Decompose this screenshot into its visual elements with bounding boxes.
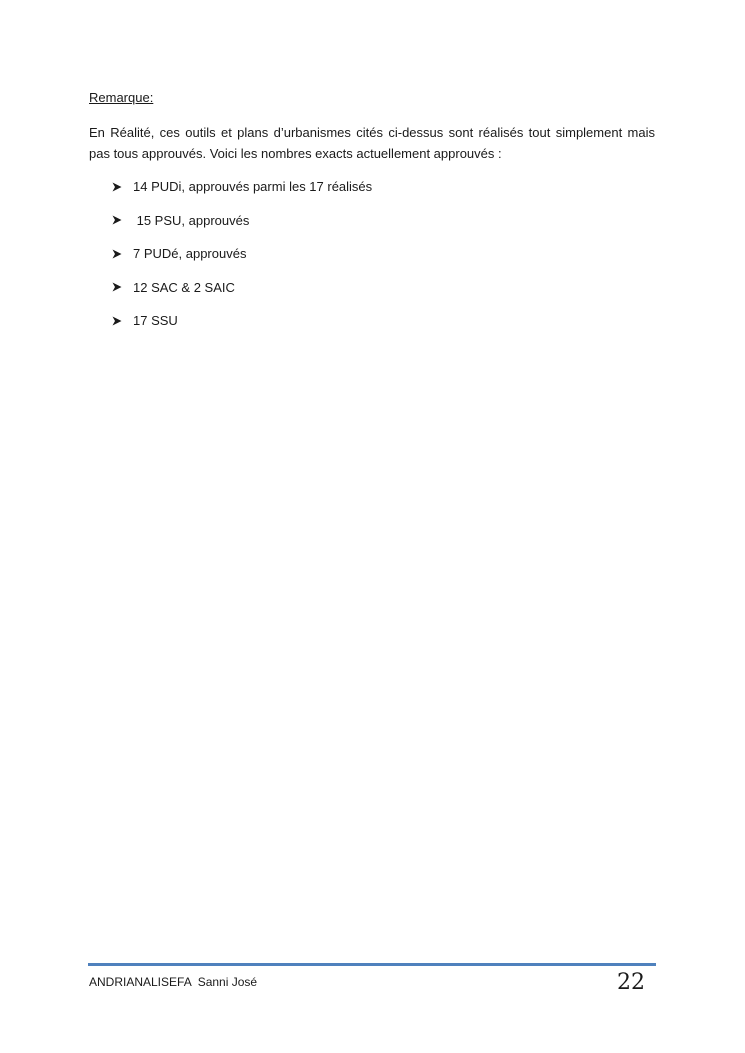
list-item — [112, 312, 372, 346]
list-item-text: 7 PUDé, approuvés — [133, 246, 247, 261]
list-item — [112, 178, 372, 212]
list-item — [112, 212, 372, 246]
list-item — [112, 245, 372, 279]
arrowhead-bullet-icon — [112, 178, 122, 195]
remark-heading: Remarque: — [89, 90, 154, 105]
list-item-text: 17 SSU — [133, 313, 178, 328]
list-item — [112, 279, 372, 313]
list-item-text: 14 PUDi, approuvés parmi les 17 réalisés — [133, 179, 373, 194]
page-number: 22 — [617, 970, 645, 995]
arrowhead-bullet-icon — [112, 212, 122, 229]
footer-author: ANDRIANALISEFA Sanni José — [89, 975, 258, 989]
list-item-text: 15 PSU, approuvés — [133, 212, 250, 228]
footer-rule — [88, 963, 656, 966]
arrowhead-bullet-icon — [112, 312, 122, 329]
list-item-text: 12 SAC & 2 SAIC — [133, 279, 235, 295]
arrowhead-bullet-icon — [112, 245, 122, 262]
approval-list — [112, 178, 372, 346]
intro-paragraph: En Réalité, ces outils et plans d’urbanismes cités ci-dessus sont réalisés tout simplement mais pas tous approuvés. Voici les nombres exacts actuellement approuvés : — [89, 125, 655, 161]
arrowhead-bullet-icon — [112, 279, 122, 296]
